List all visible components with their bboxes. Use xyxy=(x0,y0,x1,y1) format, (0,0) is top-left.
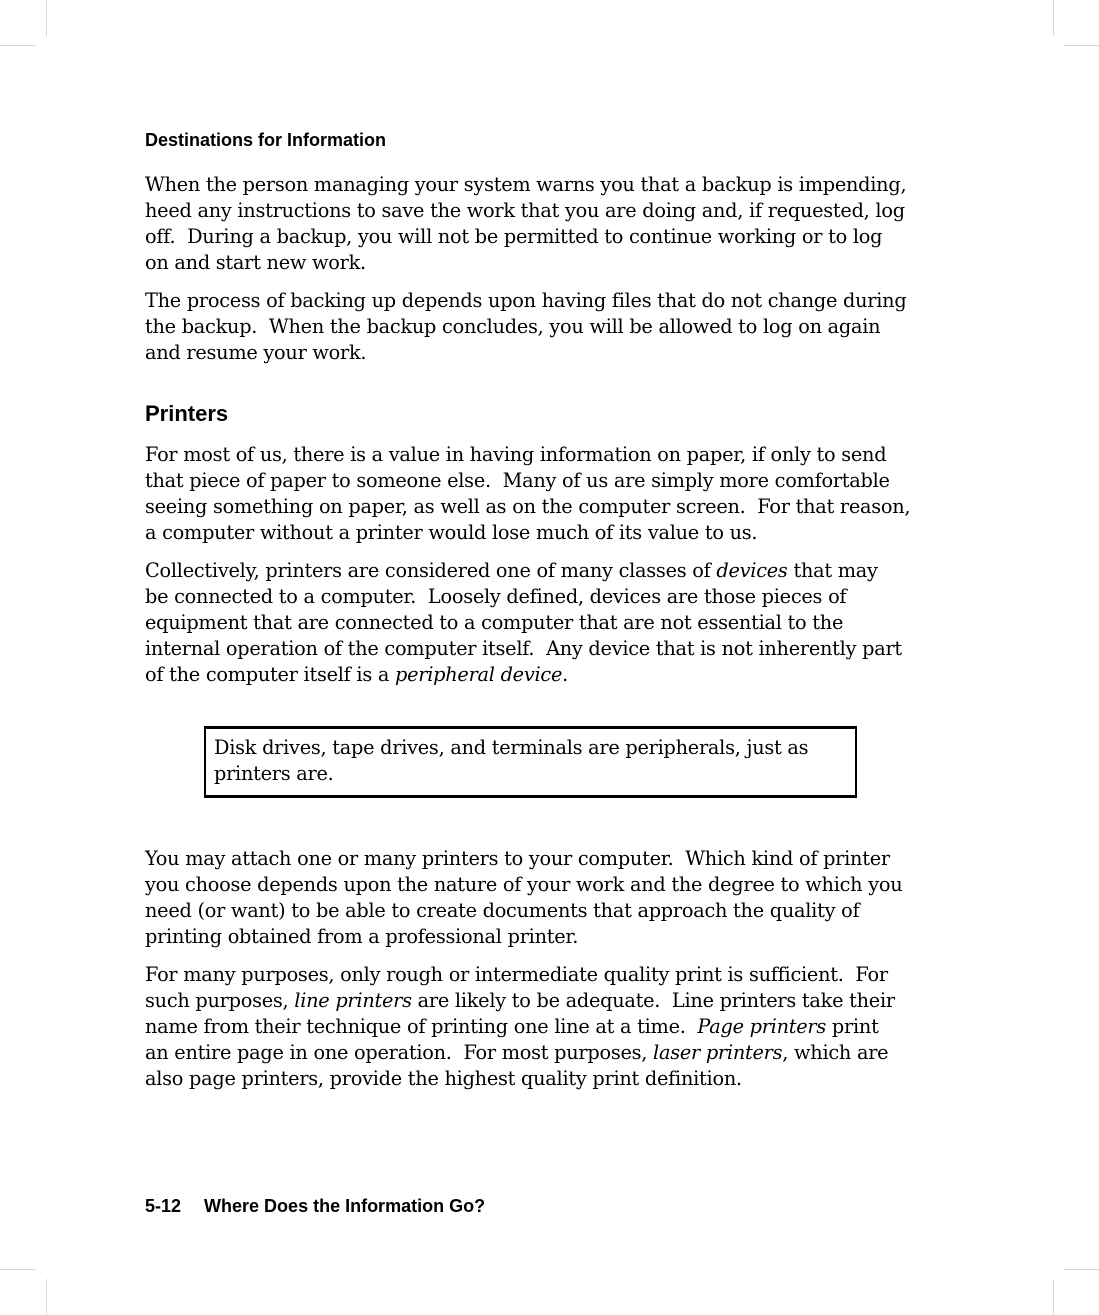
text-line xyxy=(145,288,925,314)
text-run: The process of backing up depends upon having files that do not change during xyxy=(145,289,907,312)
text-line xyxy=(214,761,844,787)
text-run: seeing something on paper, as well as on the computer screen. For that reason, xyxy=(145,495,911,518)
text-run: you choose depends upon the nature of your work and the degree to which you xyxy=(145,873,903,896)
text-run: internal operation of the computer itself. Any device that is not inherently part xyxy=(145,637,902,660)
emphasized-term: Page printers xyxy=(697,1015,827,1038)
text-line xyxy=(145,962,925,988)
text-line xyxy=(145,924,925,950)
text-run: the backup. When the backup concludes, you will be allowed to log on again xyxy=(145,315,881,338)
text-line xyxy=(145,1066,925,1092)
chapter-title: Where Does the Information Go? xyxy=(204,1196,486,1216)
text-line xyxy=(145,250,925,276)
text-line xyxy=(145,584,925,610)
crop-mark-bottom-right-horizontal xyxy=(1063,1269,1099,1270)
text-line xyxy=(145,494,925,520)
paragraph-printer-types xyxy=(145,962,925,1092)
crop-mark-top-right-vertical xyxy=(1053,0,1054,36)
paragraph-devices xyxy=(145,558,925,688)
note-text xyxy=(214,735,844,787)
running-head: Destinations for Information xyxy=(145,130,387,150)
text-run: Disk drives, tape drives, and terminals are peripherals, just as xyxy=(214,736,809,759)
emphasized-term: devices xyxy=(716,559,788,582)
paragraph-backup-warning xyxy=(145,172,925,276)
crop-mark-top-left-vertical xyxy=(46,0,47,36)
text-line xyxy=(145,988,925,1014)
text-run: print xyxy=(826,1015,879,1038)
text-line xyxy=(145,610,925,636)
emphasized-term: peripheral device xyxy=(395,663,563,686)
text-line xyxy=(145,636,925,662)
text-line xyxy=(145,314,925,340)
text-run: need (or want) to be able to create documents that approach the quality of xyxy=(145,899,860,922)
text-run: such purposes, xyxy=(145,989,295,1012)
text-run: You may attach one or many printers to your computer. Which kind of printer xyxy=(145,847,890,870)
text-line xyxy=(145,198,925,224)
text-run: are likely to be adequate. Line printers take their xyxy=(411,989,895,1012)
text-run: , which are xyxy=(782,1041,889,1064)
paragraph-attach-printers xyxy=(145,846,925,950)
text-line xyxy=(145,662,925,688)
text-run: . xyxy=(562,663,568,686)
text-run: printing obtained from a professional printer. xyxy=(145,925,579,948)
crop-mark-bottom-left-horizontal xyxy=(0,1269,36,1270)
paragraph-backup-process xyxy=(145,288,925,366)
text-run: on and start new work. xyxy=(145,251,366,274)
text-run: that piece of paper to someone else. Many of us are simply more comfortable xyxy=(145,469,890,492)
emphasized-term: laser printers xyxy=(653,1041,783,1064)
text-run: equipment that are connected to a computer that are not essential to the xyxy=(145,611,844,634)
text-line xyxy=(145,872,925,898)
text-run: and resume your work. xyxy=(145,341,367,364)
text-line xyxy=(145,340,925,366)
text-line xyxy=(145,898,925,924)
text-line xyxy=(145,224,925,250)
crop-mark-top-right-horizontal xyxy=(1063,45,1099,46)
text-line xyxy=(145,1014,925,1040)
emphasized-term: line printers xyxy=(294,989,412,1012)
crop-mark-top-left-horizontal xyxy=(0,45,36,46)
page-number: 5-12 xyxy=(145,1196,182,1216)
text-run: name from their technique of printing one line at a time. xyxy=(145,1015,698,1038)
text-run: of the computer itself is a xyxy=(145,663,396,686)
text-run: also page printers, provide the highest quality print definition. xyxy=(145,1067,742,1090)
note-box xyxy=(204,726,857,798)
section-title-printers: Printers xyxy=(145,401,229,426)
text-line xyxy=(145,172,925,198)
text-line xyxy=(214,735,844,761)
text-run: heed any instructions to save the work that you are doing and, if requested, log xyxy=(145,199,905,222)
text-run: When the person managing your system warns you that a backup is impending, xyxy=(145,173,907,196)
text-line xyxy=(145,468,925,494)
text-line xyxy=(145,442,925,468)
text-line xyxy=(145,1040,925,1066)
text-run: For most of us, there is a value in having information on paper, if only to send xyxy=(145,443,887,466)
crop-mark-bottom-right-vertical xyxy=(1053,1279,1054,1315)
text-run: For many purposes, only rough or intermediate quality print is sufficient. For xyxy=(145,963,888,986)
text-run: a computer without a printer would lose much of its value to us. xyxy=(145,521,758,544)
text-line xyxy=(145,846,925,872)
paragraph-value-of-paper xyxy=(145,442,925,546)
crop-mark-bottom-left-vertical xyxy=(46,1279,47,1315)
page-footer xyxy=(145,1196,485,1217)
text-line xyxy=(145,558,925,584)
text-run: be connected to a computer. Loosely defined, devices are those pieces of xyxy=(145,585,847,608)
text-line xyxy=(145,520,925,546)
text-run: Collectively, printers are considered one of many classes of xyxy=(145,559,717,582)
text-run: printers are. xyxy=(214,762,334,785)
text-run: an entire page in one operation. For most purposes, xyxy=(145,1041,654,1064)
text-run: that may xyxy=(787,559,878,582)
text-run: off. During a backup, you will not be permitted to continue working or to log xyxy=(145,225,883,248)
